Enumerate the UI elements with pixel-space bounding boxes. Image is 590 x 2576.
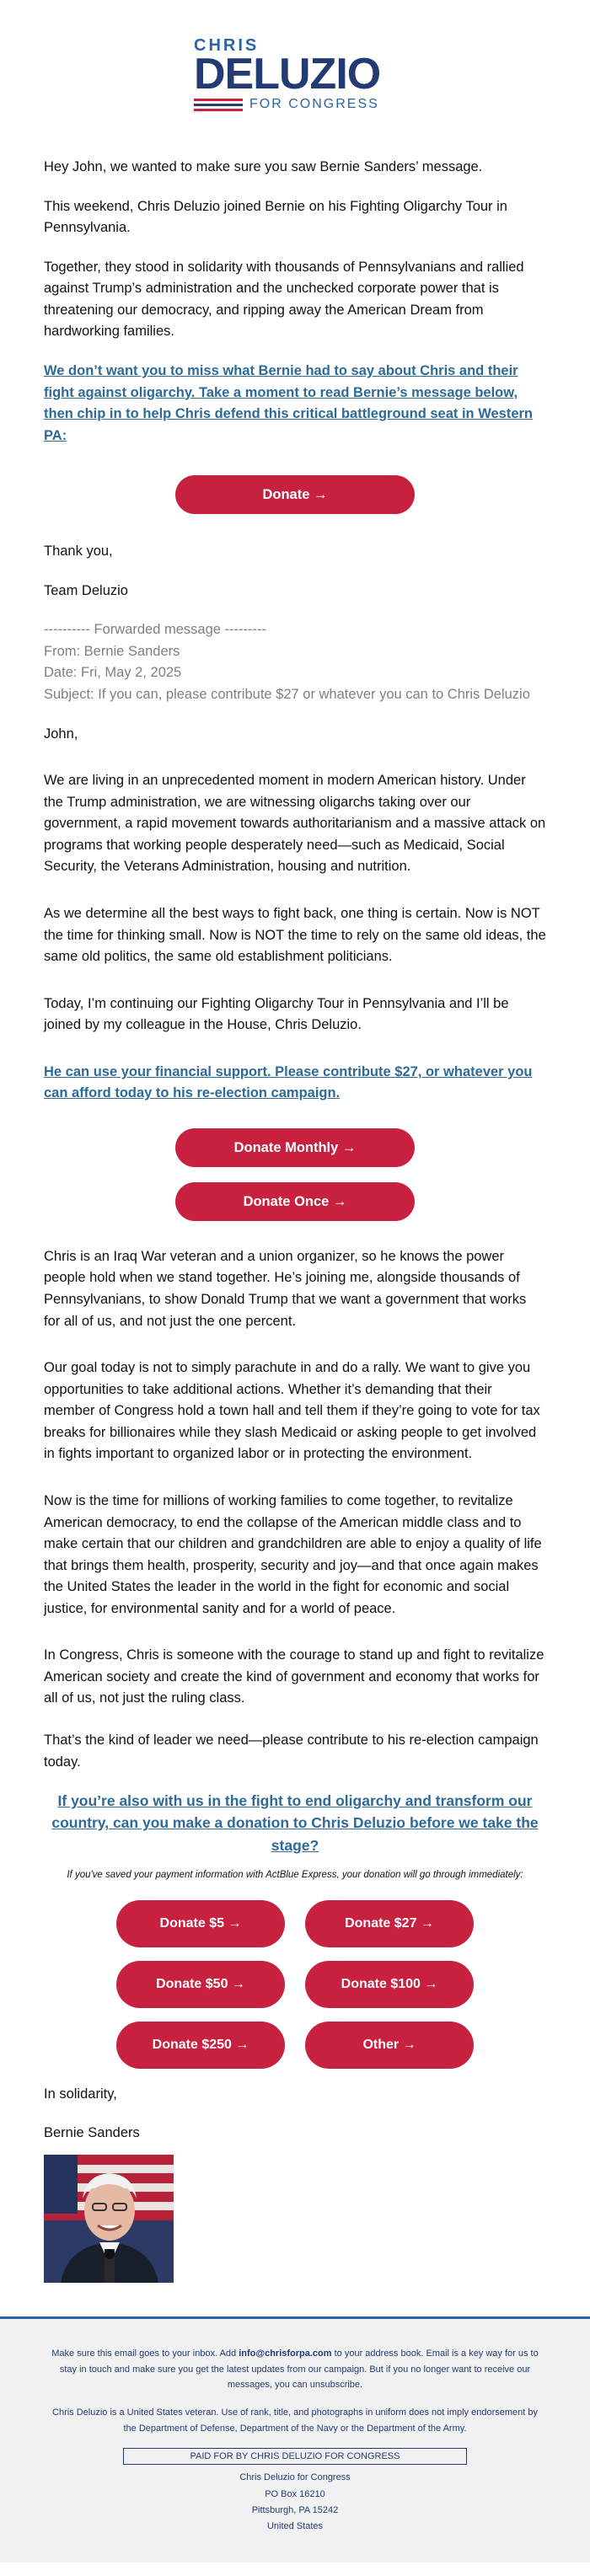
letter-paragraph-4: Chris is an Iraq War veteran and a union organizer, so he knows the power people hold when we stand together. He’s joining me, alongside thousands of Pennsylvanians, to show Donald Trump that we want a government that works for all of us, and not just the one percent. <box>44 1248 527 1329</box>
logo-tagline: FOR CONGRESS <box>249 97 379 111</box>
donation-appeal-link[interactable]: If you’re also with us in the fight to end oligarchy and transform our country, can you make a donation to Chris Deluzio before we take the stage? <box>51 1792 539 1854</box>
footer-address-line: United States <box>266 2521 324 2532</box>
donate-once-button[interactable]: Donate Once → <box>175 1182 415 1221</box>
logo-first-name: CHRIS <box>194 36 260 55</box>
paid-for-box: PAID FOR BY CHRIS DELUZIO FOR CONGRESS <box>123 2448 467 2465</box>
donate-other-button[interactable]: Other → <box>305 2022 474 2069</box>
footer-address-line: Pittsburgh, PA 15242 <box>251 2504 339 2515</box>
footer-inbox-text-end: to your address book. Email is a key way for us to stay in touch and make sure you get the latest updates from our campaign. But if you no longer want to receive our messages, you can unsubscribe. <box>59 2348 539 2391</box>
actblue-note: If you've saved your payment information with ActBlue Express, your donation will go through immediately: <box>67 1869 523 1880</box>
footer-email-link[interactable]: info@chrisforpa.com <box>239 2348 332 2359</box>
flag-stripes-icon <box>194 99 243 111</box>
forwarded-message-header <box>44 619 546 705</box>
forwarded-separator: ---------- Forwarded message --------- <box>44 622 266 638</box>
donate-5-button[interactable]: Donate $5 → <box>116 1900 285 1947</box>
email-footer <box>0 2316 590 2563</box>
letter-paragraph-5: Our goal today is not to simply parachute in and do a rally. We want to give you opportunities to take additional actions. Whether it’s demanding that their member of Congress hold a town hall and tell them if they’re going to vote for tax breaks for billionaires while they slash Medicaid or asking people to get involved in fights important to organized labor or in protecting the environment. <box>44 1360 540 1462</box>
letter-greeting: John, <box>44 726 78 742</box>
signature-name: Bernie Sanders <box>44 2125 140 2141</box>
closing-text: In solidarity, <box>44 2086 117 2102</box>
thanks-text: Thank you, <box>44 544 113 560</box>
logo-last-name: DELUZIO <box>194 50 381 99</box>
read-message-link[interactable]: We don’t want you to miss what Bernie had to say about Chris and their fight against oligarchy. Take a moment to read Bernie’s message below, then chip in to help Chris defend this critical battleground seat in Western PA: <box>44 362 534 443</box>
donate-50-button[interactable]: Donate $50 → <box>116 1961 285 2008</box>
intro-paragraph-2: This weekend, Chris Deluzio joined Bernie on his Fighting Oligarchy Tour in Pennsylvania. <box>44 198 507 236</box>
letter-paragraph-1: We are living in an unprecedented moment in modern American history. Under the Trump administration, we are witnessing oligarchs taking over our government, a rapid movement towards authoritarianism and a massive attack on programs that working people desperately need—such as Medicaid, Social Security, the Veterans Administration, housing and nutrition. <box>44 773 546 875</box>
bernie-sanders-photo <box>44 2155 174 2283</box>
footer-disclaimer: Chris Deluzio is a United States veteran. Use of rank, title, and photographs in uniform does not imply endorsement by the Department of Defense, Department of the Navy or the Department of the Army. <box>52 2407 538 2434</box>
forwarded-date: Date: Fri, May 2, 2025 <box>44 665 182 681</box>
campaign-logo <box>0 0 590 126</box>
donation-amount-grid <box>116 1900 474 2069</box>
letter-paragraph-3: Today, I’m continuing our Fighting Oligarchy Tour in Pennsylvania and I’ll be joined by my colleague in the House, Chris Deluzio. <box>44 995 509 1033</box>
intro-paragraph-3: Together, they stood in solidarity with thousands of Pennsylvanians and rallied against Trump’s administration and the unchecked corporate power that is threatening our democracy, and ripping away the American Dream from hardworking families. <box>44 259 524 340</box>
donate-100-button[interactable]: Donate $100 → <box>305 1961 474 2008</box>
letter-paragraph-8: That’s the kind of leader we need—please contribute to his re-election campaign today. <box>44 1733 539 1770</box>
footer-address-line: PO Box 16210 <box>265 2488 325 2499</box>
forwarded-from: From: Bernie Sanders <box>44 643 180 659</box>
footer-address-line: Chris Deluzio for Congress <box>239 2472 351 2483</box>
team-signoff: Team Deluzio <box>44 582 128 598</box>
footer-inbox-text: Make sure this email goes to your inbox. Add <box>51 2348 239 2359</box>
footer-inbox-note <box>51 2346 539 2393</box>
intro-paragraph-1: Hey John, we wanted to make sure you saw Bernie Sanders’ message. <box>44 159 483 174</box>
contribute-link[interactable]: He can use your financial support. Please contribute $27, or whatever you can afford today to his re-election campaign. <box>44 1063 533 1101</box>
donate-27-button[interactable]: Donate $27 → <box>305 1900 474 1947</box>
donate-monthly-button[interactable]: Donate Monthly → <box>175 1128 415 1167</box>
donate-button[interactable]: Donate → <box>175 475 415 514</box>
donate-250-button[interactable]: Donate $250 → <box>116 2022 285 2069</box>
letter-paragraph-6: Now is the time for millions of working families to come together, to revitalize American democracy, to end the collapse of the American middle class and to make certain that our children and grandchildren are able to enjoy a quality of life that brings them health, prosperity, security and joy—and that once again makes the United States the leader in the world in the fight for economic and social justice, for environmental sanity and for a world of peace. <box>44 1492 542 1616</box>
forwarded-subject: Subject: If you can, please contribute $27 or whatever you can to Chris Deluzio <box>44 687 530 702</box>
letter-paragraph-2: As we determine all the best ways to fight back, one thing is certain. Now is NOT the time for thinking small. Now is NOT the time to rely on the same old ideas, the same old politics, the same old establishment politicians. <box>44 905 546 965</box>
letter-paragraph-7: In Congress, Chris is someone with the courage to stand up and fight to revitalize American society and create the kind of government and economy that works for all of us, not just the ruling class. <box>44 1647 544 1706</box>
